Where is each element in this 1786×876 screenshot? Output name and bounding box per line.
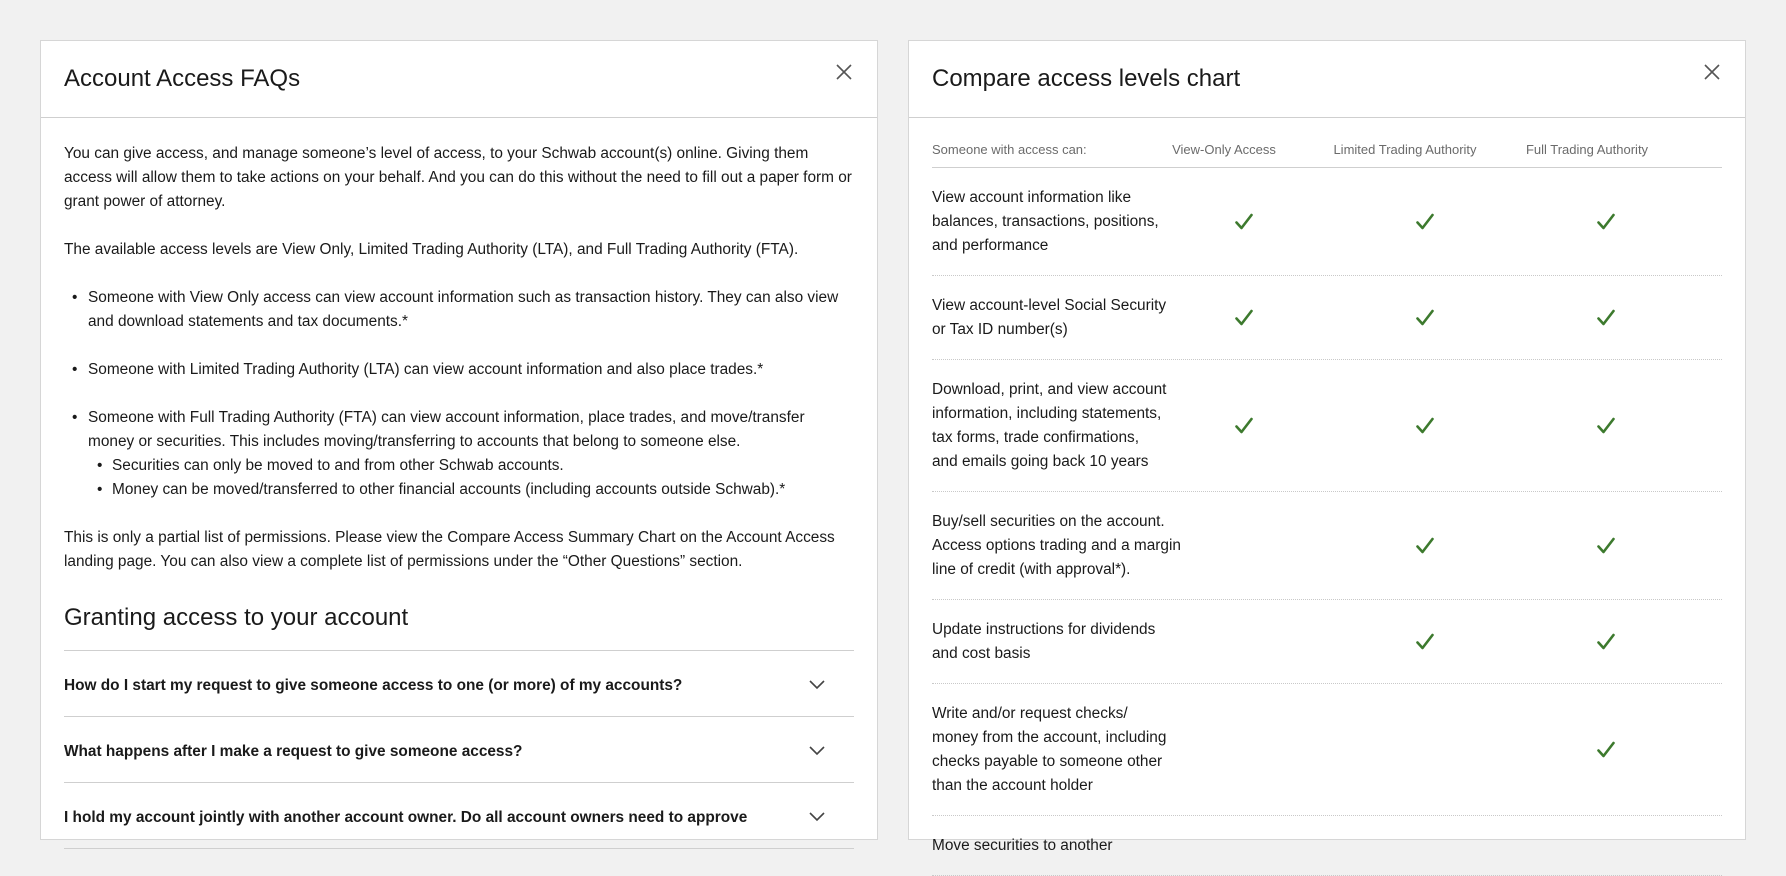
table-row	[932, 168, 1722, 276]
panel-title: Account Access FAQs	[64, 65, 301, 92]
permission-label: View account-level Social Security or Tax ID number(s)	[932, 297, 1167, 338]
table-row	[932, 360, 1722, 492]
permission-label: Update instructions for dividends and cost basis	[932, 621, 1156, 662]
faq-question: How do I start my request to give someone access to one (or more) of my accounts?	[64, 677, 683, 694]
check-icon	[1415, 308, 1435, 328]
fta-sub-list	[88, 454, 854, 502]
bullet: •	[97, 481, 103, 498]
section-heading: Granting access to your account	[64, 606, 854, 651]
faq-content	[41, 118, 877, 849]
column-header-lta: Limited Trading Authority	[1333, 142, 1477, 157]
chevron-down-icon[interactable]	[808, 807, 826, 825]
faq-question: What happens after I make a request to give someone access?	[64, 743, 523, 760]
faq-accordion-item[interactable]	[64, 651, 854, 717]
check-icon	[1596, 308, 1616, 328]
column-header-feature: Someone with access can:	[932, 142, 1087, 157]
list-item	[64, 406, 854, 502]
chevron-down-icon[interactable]	[808, 675, 826, 693]
check-icon	[1415, 536, 1435, 556]
sub-list-item	[88, 454, 854, 478]
check-icon	[1234, 416, 1254, 436]
table-row	[932, 492, 1722, 600]
check-icon	[1234, 308, 1254, 328]
faq-accordion-item[interactable]	[64, 783, 854, 849]
sub-list-item	[88, 478, 854, 502]
list-item-text: Someone with View Only access can view account information such as transaction history. They can also view and download statements and tax documents.*	[88, 289, 839, 330]
list-item-text: Someone with Full Trading Authority (FTA) can view account information, place trades, and move/transfer money or securities. This includes moving/transferring to accounts that belong to someone else.	[88, 409, 805, 450]
faq-question: I hold my account jointly with another account owner. Do all account owners need to approve	[64, 809, 748, 826]
permission-label: Move securities to another	[932, 837, 1113, 854]
column-header-view-only: View-Only Access	[1172, 142, 1276, 157]
faq-accordion-item[interactable]	[64, 717, 854, 783]
chevron-down-icon[interactable]	[808, 741, 826, 759]
bullet: •	[72, 289, 78, 306]
permission-label: Buy/sell securities on the account. Access options trading and a margin line of credit (with approval*).	[932, 513, 1181, 578]
column-header-fta: Full Trading Authority	[1525, 142, 1649, 157]
check-icon	[1596, 740, 1616, 760]
check-icon	[1596, 536, 1616, 556]
panel-header	[41, 41, 877, 118]
table-row	[932, 684, 1722, 816]
access-levels-list	[64, 286, 854, 502]
list-item	[64, 358, 854, 382]
close-icon[interactable]	[833, 61, 855, 83]
check-icon	[1596, 212, 1616, 232]
permission-label: Write and/or request checks/ money from the account, including checks payable to someone other than the account holder	[932, 705, 1167, 794]
panel-header	[909, 41, 1745, 118]
check-icon	[1415, 416, 1435, 436]
bullet: •	[97, 457, 103, 474]
table-header	[932, 118, 1722, 168]
check-icon	[1596, 416, 1616, 436]
list-item-text: Someone with Limited Trading Authority (LTA) can view account information and also place trades.*	[88, 361, 764, 378]
permission-label: View account information like balances, transactions, positions, and performance	[932, 189, 1159, 254]
close-icon[interactable]	[1701, 61, 1723, 83]
levels-intro-text: The available access levels are View Only, Limited Trading Authority (LTA), and Full Trading Authority (FTA).	[64, 241, 799, 258]
check-icon	[1415, 212, 1435, 232]
table-row	[932, 276, 1722, 360]
bullet: •	[72, 409, 78, 426]
table-body	[932, 168, 1722, 876]
check-icon	[1415, 632, 1435, 652]
list-item	[64, 286, 854, 334]
intro-text: You can give access, and manage someone’s level of access, to your Schwab account(s) online. Giving them access will allow them to take actions on your behalf. And you can do this without the need to fill out a paper form or grant power of attorney.	[64, 145, 852, 210]
sub-list-item-text: Securities can only be moved to and from other Schwab accounts.	[112, 457, 564, 474]
partial-list-note: This is only a partial list of permissions. Please view the Compare Access Summary Chart on the Account Access landing page. You can also view a complete list of permissions under the “Other Questions” section.	[64, 529, 835, 570]
table-row	[932, 816, 1722, 876]
permission-label: Download, print, and view account information, including statements, tax forms, trade confirmations, and emails going back 10 years	[932, 381, 1167, 470]
table-row	[932, 600, 1722, 684]
check-icon	[1596, 632, 1616, 652]
sub-list-item-text: Money can be moved/transferred to other financial accounts (including accounts outside Schwab).*	[112, 481, 786, 498]
access-levels-table	[909, 118, 1745, 876]
account-access-faqs-panel	[40, 40, 878, 840]
bullet: •	[72, 361, 78, 378]
panel-title: Compare access levels chart	[932, 65, 1241, 92]
check-icon	[1234, 212, 1254, 232]
compare-access-levels-panel	[908, 40, 1746, 854]
